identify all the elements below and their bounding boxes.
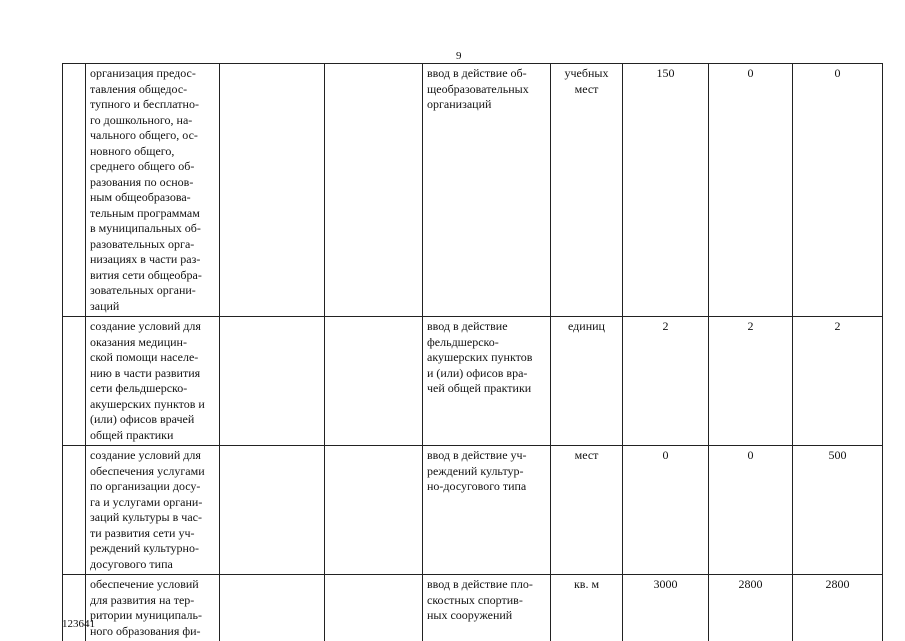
empty-cell	[220, 575, 325, 641]
value-cell: 0	[709, 446, 793, 575]
empty-cell	[325, 317, 423, 446]
value-cell: 2800	[709, 575, 793, 641]
indicator-cell: ввод в действие фельдшерско- акушерских пунктов и (или) офисов вра- чей общей практики	[423, 317, 551, 446]
unit-cell: учебных мест	[551, 64, 623, 317]
table-row	[63, 317, 883, 446]
indicator-cell: ввод в действие уч- реждений культур- но-досугового типа	[423, 446, 551, 575]
value-cell: 2	[709, 317, 793, 446]
empty-cell	[325, 446, 423, 575]
index-cell	[63, 317, 86, 446]
unit-cell: кв. м	[551, 575, 623, 641]
indicator-cell: ввод в действие об- щеобразовательных организаций	[423, 64, 551, 317]
empty-cell	[325, 64, 423, 317]
page-number: 9	[456, 50, 462, 62]
task-cell: создание условий для обеспечения услугами по организации досу- га и услугами органи- заций культуры в час- ти развития сети уч- реждений культурно- досугового типа	[86, 446, 220, 575]
task-cell: создание условий для оказания медицин- ской помощи населе- нию в части развития сети фельдшерско- акушерских пунктов и (или) офисов врачей общей практики	[86, 317, 220, 446]
value-cell: 2800	[793, 575, 883, 641]
index-cell	[63, 64, 86, 317]
unit-cell: единиц	[551, 317, 623, 446]
value-cell: 2	[623, 317, 709, 446]
program-table	[62, 63, 883, 641]
task-cell: организация предос- тавления общедос- тупного и бесплатно- го дошкольного, на- чального общего, ос- новного общего, среднего общего об- разования по основ- ным общеобразова- тельным программам в муниципальных об- разовательных орга- низациях в части раз- вития сети общеобра- зовательных органи- заций	[86, 64, 220, 317]
index-cell	[63, 575, 86, 641]
value-cell: 0	[709, 64, 793, 317]
task-cell: обеспечение условий для развития на тер- ритории муниципаль- ного образования фи-	[86, 575, 220, 641]
empty-cell	[220, 64, 325, 317]
value-cell: 2	[793, 317, 883, 446]
empty-cell	[220, 446, 325, 575]
empty-cell	[325, 575, 423, 641]
table-row	[63, 575, 883, 641]
table-row	[63, 64, 883, 317]
value-cell: 0	[623, 446, 709, 575]
index-cell	[63, 446, 86, 575]
indicator-cell: ввод в действие пло- скостных спортив- ных сооружений	[423, 575, 551, 641]
unit-cell: мест	[551, 446, 623, 575]
empty-cell	[220, 317, 325, 446]
value-cell: 0	[793, 64, 883, 317]
table-row	[63, 446, 883, 575]
value-cell: 150	[623, 64, 709, 317]
value-cell: 3000	[623, 575, 709, 641]
document-code: 123641	[62, 618, 95, 630]
value-cell: 500	[793, 446, 883, 575]
